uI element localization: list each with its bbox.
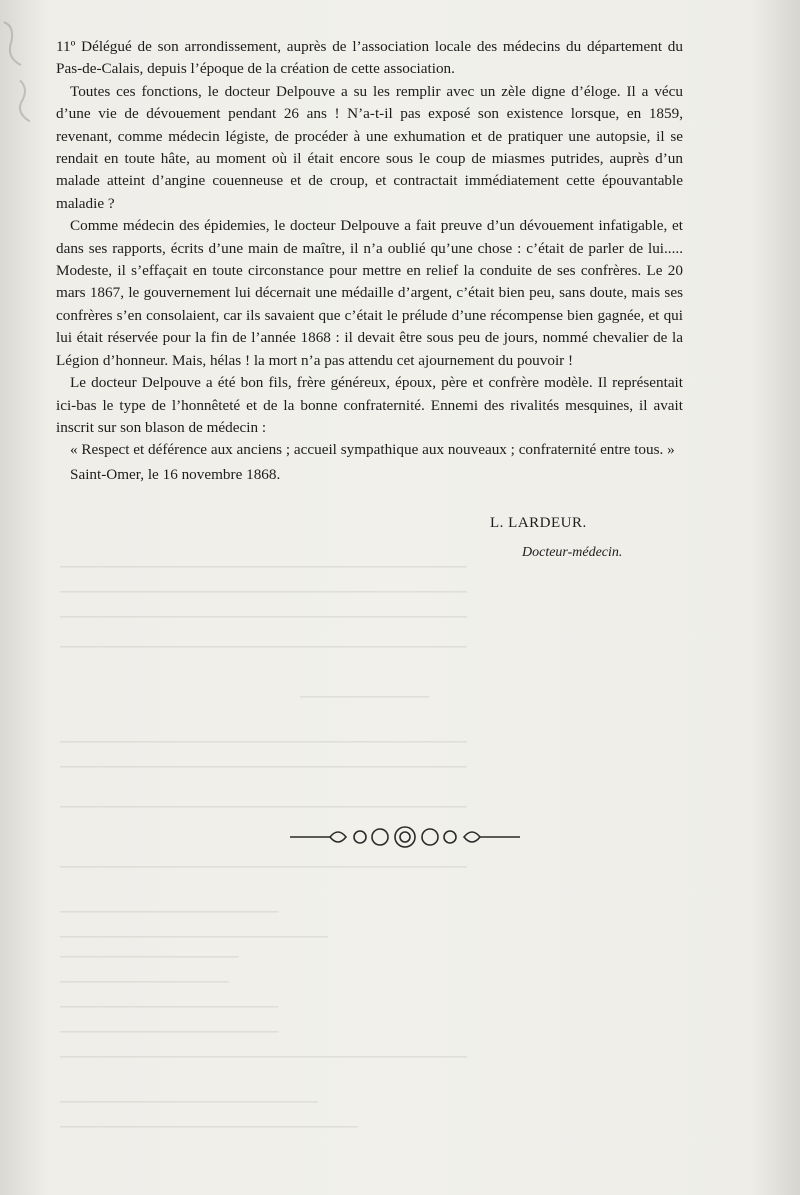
bleed-through-text: ───────────────────────────────────────── ───────────────────────────────────────── ───────────────────────────────────────── ───────────────────────────────────────── ───────────── ───────────────────────────────────────── ───────────────────────────────────────── ───────────────────────────────────────── ───────────────────────────────────────── ────────────────────── ─────────────────────────── ────────────────── ───────────────── ────────────────────── ────────────────────── ───────────────────────────────────────── ────────────────────────── ────────────────────────────── [60, 560, 467, 1135]
signature-title: Docteur-médecin. [522, 545, 623, 560]
date-line: Saint-Omer, le 16 novembre 1868. [70, 465, 281, 483]
ornament-divider-icon [285, 822, 525, 852]
paragraph-character: Le docteur Delpouve a été bon fils, frère généreux, époux, père et confrère modèle. Il représentait ici-bas le type de l’honnêteté et de la bonne confraternité. Ennemi des rivalités mesquines, il avait inscrit sur son blason de médecin : [56, 374, 683, 436]
paragraph-devotion: Toutes ces fonctions, le docteur Delpouve a su les remplir avec un zèle digne d’éloge. Il a vécu d’une vie de dévouement pendant 26 ans ! N’a-t-il pas exposé son existence lorsque, en 1859, revenant, comme médecin légiste, de procéder à une exhumation et de pratiquer une autopsie, il se rendait en toute hâte, au moment où il était encore sous le coup de miasmes putrides, auprès d’un malade atteint d’angine couenneuse et de croup, et contractait immédiatement cette épouvantable maladie ? [56, 82, 683, 212]
paragraph-delegate: 11º Délégué de son arrondissement, auprès de l’association locale des médecins du département du Pas-de-Calais, depuis l’époque de la création de cette association. [56, 38, 683, 78]
paragraph-epidemics: Comme médecin des épidemies, le docteur Delpouve a fait preuve d’un dévouement infatigable, et dans ses rapports, écrits d’une main de maître, il n’a oublié qu’une chose : c’était de parler de lui..... Modeste, il s’effaçait en toute circonstance pour mettre en relief la conduite de ses confrères. Le 20 mars 1867, le gouvernement lui décernait une médaille d’argent, c’était bien peu, sans doute, mais ses confrères s’en consolaient, car ils savaient que c’était le prélude d’une récompense bien gagnée, et qui lui était réservée pour la fin de l’année 1868 : il devait être sous peu de jours, nommé chevalier de la Légion d’honneur. Mais, hélas ! la mort n’a pas attendu cet ajournement du pouvoir ! [56, 217, 683, 369]
signature-name: L. LARDEUR. [490, 515, 587, 531]
motto-quote: « Respect et déférence aux anciens ; accueil sympathique aux nouveaux ; confraternité entre tous. » [70, 441, 675, 459]
article-body [56, 36, 683, 486]
handwritten-margin-mark [0, 8, 54, 152]
